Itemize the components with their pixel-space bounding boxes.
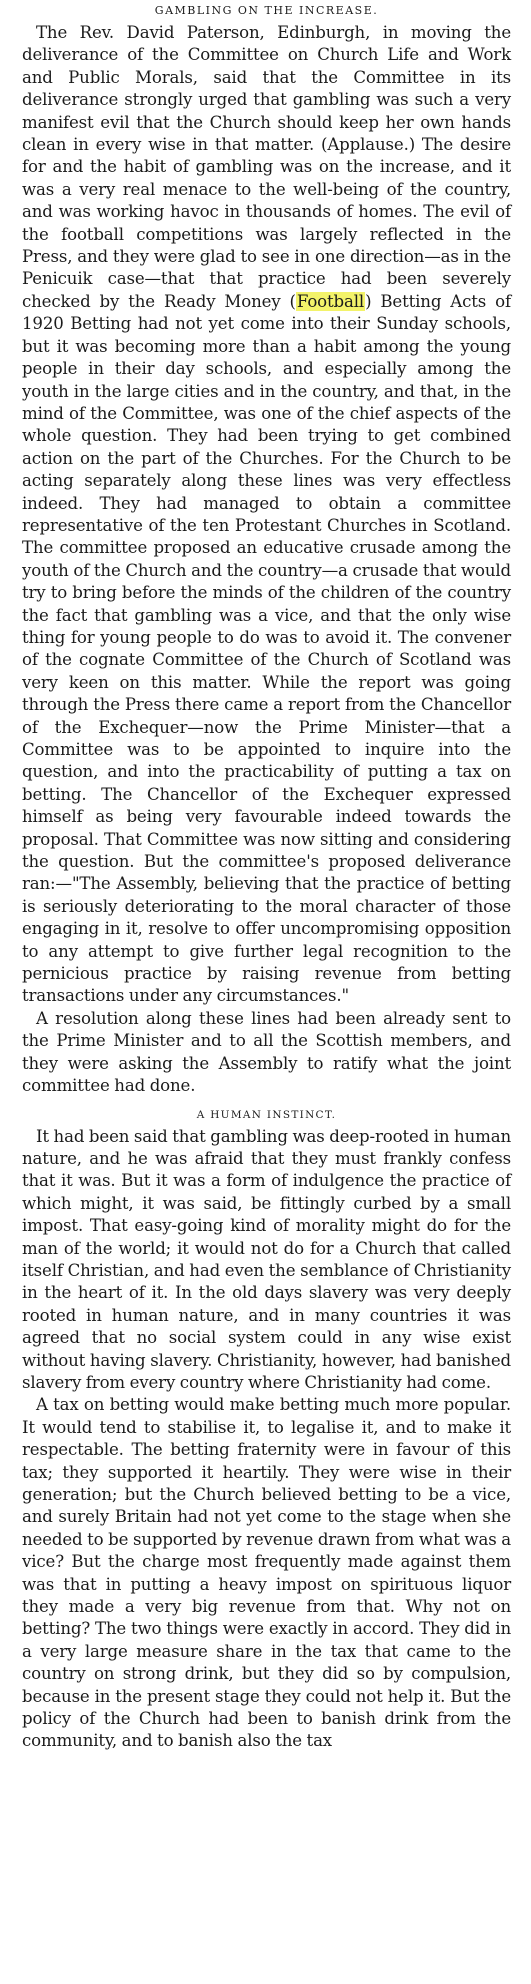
paragraph-2: A resolution along these lines had been already sent to the Prime Minister and to all the Scottish members, and they were asking the Assembly to ratify what the joint committee had done.	[22, 1008, 511, 1096]
highlighted-word: Football	[296, 291, 365, 311]
section-subheading: A HUMAN INSTINCT.	[196, 1108, 337, 1121]
paragraph-3: It had been said that gambling was deep-rooted in human nature, and he was afraid that they must frankly confess that it was. But it was a form of indulgence the practice of which might, it was said, be fittingly curbed by a small impost. That easy-going kind of morality might do for the man of the world; it would not do for a Church that called itself Christian, and had even the semblance of Christianity in the heart of it. In the old days slavery was very deeply rooted in human nature, and in many countries it was agreed that no social system could in any wise exist without having slavery. Christianity, however, had banished slavery from every country where Christianity had come.	[22, 1126, 511, 1392]
paragraph-1-text-a: The Rev. David Paterson, Edinburgh, in moving the deliverance of the Committee on Church Life and Work and Public Morals, said that the Committee in its deliverance strongly urged that gambling was such a very manifest evil that the Church should keep her own hands clean in every wise in that matter. (Applause.) The desire for and the habit of gambling was on the increase, and it was a very real menace to the well-being of the country, and was working havoc in thousands of homes. The evil of the football competitions was largely reflected in the Press, and they were glad to see in one direction—as in the Penicuik case—that that practice had been severely checked by the Ready Money (	[22, 23, 511, 311]
paragraph-1	[22, 22, 511, 1008]
paragraph-4: A tax on betting would make betting much more popular. It would tend to stabilise it, to legalise it, and to make it respectable. The betting fraternity were in favour of this tax; they supported it heartily. They were wise in their generation; but the Church believed betting to be a vice, and surely Britain had not yet come to the stage when she needed to be supported by revenue drawn from what was a vice? But the charge most frequently made against them was that in putting a heavy impost on spirituous liquor they made a very big revenue from that. Why not on betting? The two things were exactly in accord. They did in a very large measure share in the tax that came to the country on strong drink, but they did so by compulsion, because in the present stage they could not help it. But the policy of the Church had been to banish drink from the community, and to banish also the tax	[22, 1395, 511, 1751]
article-headline: GAMBLING ON THE INCREASE.	[154, 4, 379, 17]
paragraph-1-text-b: ) Betting Acts of 1920 Betting had not yet come into their Sunday schools, but it was becoming more than a habit among the young people in their day schools, and especially among the youth in the large cities and in the country, and that, in the mind of the Committee, was one of the chief aspects of the whole question. They had been trying to get combined action on the part of the Churches. For the Church to be acting separately along these lines was very effectless indeed. They had managed to obtain a committee representative of the ten Protestant Churches in Scotland. The committee proposed an educative crusade among the youth of the Church and the country—a crusade that would try to bring before the minds of the children of the country the fact that gambling was a vice, and that the only wise thing for young people to do was to avoid it. The convener of the cognate Committee of the Church of Scotland was very keen on this matter. While the report was going through the Press there came a report from the Chancellor of the Exchequer—now the Prime Minister—that a Committee was to be appointed to inquire into the question, and into the practicability of putting a tax on betting. The Chancellor of the Exchequer expressed himself as being very favourable indeed towards the proposal. That Committee was now sitting and considering the question. But the committee's proposed deliverance ran:—"The Assembly, believing that the practice of betting is seriously deteriorating to the moral character of those engaging in it, resolve to offer uncompromising opposition to any attempt to give further legal recognition to the pernicious practice by raising revenue from betting transactions under any circumstances."	[22, 291, 512, 1006]
